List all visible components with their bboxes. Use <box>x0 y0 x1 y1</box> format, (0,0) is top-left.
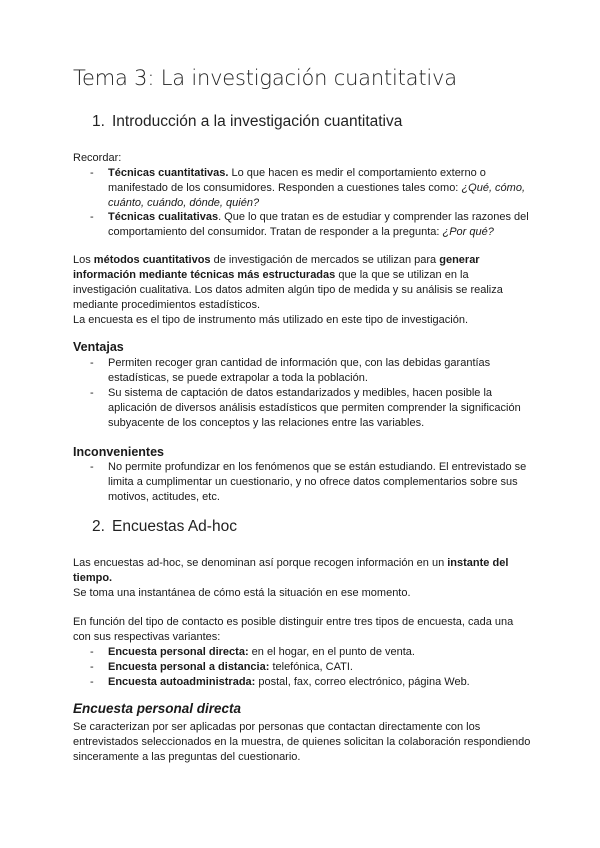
plain-text: Se toma una instantánea de cómo está la situación en ese momento. <box>73 587 411 599</box>
plain-text: postal, fax, correo electrónico, página Web. <box>255 676 470 688</box>
bullet-dash: - <box>90 461 94 473</box>
list-item <box>90 645 530 660</box>
list-item-text: Su sistema de captación de datos estandarizados y medibles, hacen posible la aplicación de diversos análisis estadísticos que permiten comprender la significación subyacente de los conceptos y las relaciones entre las variables. <box>108 387 521 429</box>
plain-text: Lo que hacen es medir el comportamiento externo o manifestado de los consumidores. Responden a cuestiones tales como: <box>108 167 486 194</box>
list-item <box>90 166 530 211</box>
plain-text: Las encuestas ad-hoc, se denominan así porque recogen información en un <box>73 557 448 569</box>
section-number: 2. <box>92 518 105 535</box>
bullet-dash: - <box>90 676 94 688</box>
plain-text: que la que se utilizan en la investigación cualitativa. Los datos admiten algún tipo de medida y su análisis se realiza mediante procedimientos estadísticos. <box>73 269 503 311</box>
bullet-dash: - <box>90 211 94 223</box>
list-item-text <box>108 660 530 675</box>
italic-text: ¿Por qué? <box>442 226 494 238</box>
paragraph <box>73 253 533 328</box>
list-item-text: No permite profundizar en los fenómenos que se están estudiando. El entrevistado se limita a cumplimentar un cuestionario, y no ofrece datos complementarios sobre sus motivos, actitudes, etc. <box>108 461 527 503</box>
plain-text: Los <box>73 254 94 266</box>
list-item-text <box>108 645 530 660</box>
bold-term: Encuesta personal directa: <box>108 646 249 658</box>
plain-text: de investigación de mercados se utilizan para <box>210 254 440 266</box>
bullet-dash: - <box>90 387 94 399</box>
plain-text: en el hogar, en el punto de venta. <box>248 646 415 658</box>
bold-term: instante del tiempo. <box>73 557 509 584</box>
section-number: 1. <box>92 113 105 130</box>
section-heading-1 <box>92 113 402 131</box>
bullet-dash: - <box>90 661 94 673</box>
heading-encuesta-personal-directa: Encuesta personal directa <box>73 701 242 716</box>
list-item <box>90 675 530 690</box>
bold-term: métodos cuantitativos <box>93 254 211 266</box>
list-item-text: Permiten recoger gran cantidad de información que, con las debidas garantías estadísticas, se puede extrapolar a toda la población. <box>108 357 491 384</box>
section-heading-2 <box>92 518 237 536</box>
list-item-text <box>108 210 530 240</box>
paragraph: Se caracterizan por ser aplicadas por personas que contactan directamente con los entrevistados seleccionados en la muestra, de quienes solicitan la colaboración respondiendo sinceramente a las preguntas del cuestionario. <box>73 721 531 763</box>
page-title: Tema 3: La investigación cuantitativa <box>73 66 457 90</box>
bold-term: Encuesta personal a distancia: <box>108 661 270 673</box>
plain-text: La encuesta es el tipo de instrumento más utilizado en este tipo de investigación. <box>73 314 469 326</box>
heading-inconvenientes: Inconvenientes <box>73 445 164 459</box>
list-item <box>90 210 530 240</box>
bold-term: Técnicas cuantitativas. <box>108 167 229 179</box>
list-item <box>90 660 530 675</box>
recordar-label: Recordar: <box>73 152 122 164</box>
section-heading-text: Introducción a la investigación cuantitativa <box>112 113 403 130</box>
list-item <box>90 460 530 505</box>
list-item-text <box>108 166 530 211</box>
list-item <box>90 356 530 386</box>
plain-text: telefónica, CATI. <box>269 661 353 673</box>
plain-text: . Que lo que tratan es de estudiar y comprender las razones del comportamiento del consumidor. Tratan de responder a la pregunta: <box>108 211 529 238</box>
paragraph <box>73 556 533 601</box>
section-heading-text: Encuestas Ad-hoc <box>112 518 237 535</box>
bold-term: Encuesta autoadministrada: <box>108 676 256 688</box>
list-item <box>90 386 530 431</box>
paragraph: En función del tipo de contacto es posible distinguir entre tres tipos de encuesta, cada una con sus respectivas variantes: <box>73 616 514 643</box>
bullet-dash: - <box>90 167 94 179</box>
italic-text: ¿Qué, cómo, cuánto, cuándo, dónde, quién? <box>108 182 526 209</box>
bold-term: generar información mediante técnicas más estructuradas <box>73 254 480 281</box>
bold-term: Técnicas cualitativas <box>108 211 219 223</box>
list-item-text <box>108 675 530 690</box>
heading-ventajas: Ventajas <box>73 340 124 354</box>
bullet-dash: - <box>90 357 94 369</box>
bullet-dash: - <box>90 646 94 658</box>
